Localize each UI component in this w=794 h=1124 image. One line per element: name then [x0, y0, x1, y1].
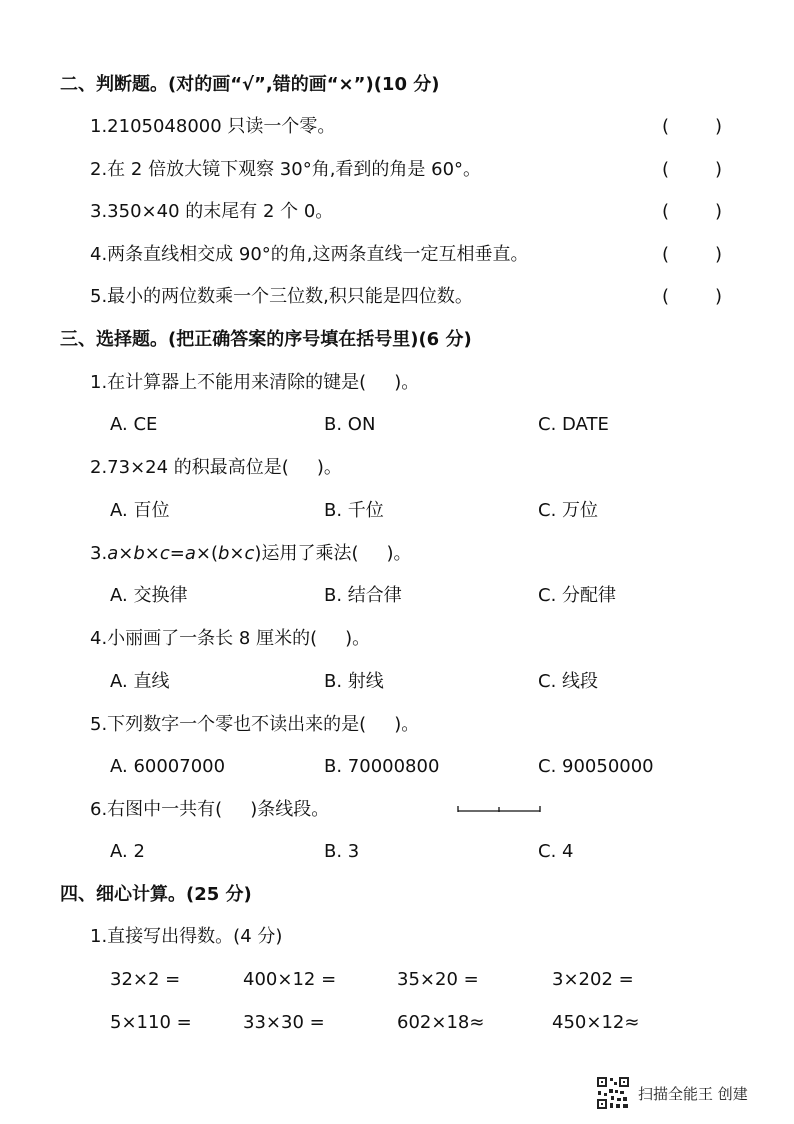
choice-5-option-a[interactable]: A. 60007000 [110, 756, 226, 777]
choice-question-6: 6.右图中一共有( )条线段。 [90, 799, 330, 820]
qr-code-icon [596, 1076, 630, 1110]
answer-paren-1[interactable]: ( ) [662, 116, 722, 137]
choice-2-option-a[interactable]: A. 百位 [110, 500, 170, 521]
choice-question-3: 3.a×b×c=a×(b×c)运用了乘法( )。 [90, 543, 412, 564]
section-choice-title: 三、选择题。(把正确答案的序号填在括号里)(6 分) [60, 329, 472, 350]
choice-question-5: 5.下列数字一个零也不读出来的是( )。 [90, 714, 420, 735]
choice-4-option-c[interactable]: C. 线段 [538, 671, 599, 692]
choice-3-option-a[interactable]: A. 交换律 [110, 585, 188, 606]
calc-item: 32×2 = [110, 969, 181, 990]
calc-item: 400×12 = [243, 969, 337, 990]
judge-item-1: 1.2105048000 只读一个零。 [90, 116, 336, 137]
calc-item: 450×12≈ [552, 1012, 640, 1033]
choice-2-option-b[interactable]: B. 千位 [324, 500, 384, 521]
choice-question-2: 2.73×24 的积最高位是( )。 [90, 457, 342, 478]
choice-question-4: 4.小丽画了一条长 8 厘米的( )。 [90, 628, 371, 649]
choice-1-option-b[interactable]: B. ON [324, 414, 376, 435]
judge-item-2: 2.在 2 倍放大镜下观察 30°角,看到的角是 60°。 [90, 159, 482, 180]
choice-6-option-b[interactable]: B. 3 [324, 841, 360, 862]
choice-4-option-b[interactable]: B. 射线 [324, 671, 384, 692]
answer-paren-3[interactable]: ( ) [662, 201, 722, 222]
choice-5-option-b[interactable]: B. 70000800 [324, 756, 440, 777]
choice-5-option-c[interactable]: C. 90050000 [538, 756, 654, 777]
choice-3-option-c[interactable]: C. 分配律 [538, 585, 617, 606]
section-calc-title: 四、细心计算。(25 分) [60, 884, 252, 905]
choice-3-option-b[interactable]: B. 结合律 [324, 585, 402, 606]
answer-paren-4[interactable]: ( ) [662, 244, 722, 265]
calc-item: 35×20 = [397, 969, 479, 990]
line-segment-figure [457, 805, 541, 813]
scanner-watermark [596, 1076, 748, 1110]
choice-question-1: 1.在计算器上不能用来清除的键是( )。 [90, 372, 420, 393]
answer-paren-5[interactable]: ( ) [662, 286, 722, 307]
watermark-text: 扫描全能王 创建 [638, 1084, 748, 1103]
section-judge-title: 二、判断题。(对的画“√”,错的画“×”)(10 分) [60, 74, 440, 95]
calc-item: 3×202 = [552, 969, 634, 990]
calc-item: 602×18≈ [397, 1012, 485, 1033]
judge-item-3: 3.350×40 的末尾有 2 个 0。 [90, 201, 334, 222]
judge-item-4: 4.两条直线相交成 90°的角,这两条直线一定互相垂直。 [90, 244, 529, 265]
choice-2-option-c[interactable]: C. 万位 [538, 500, 599, 521]
calc-subtitle: 1.直接写出得数。(4 分) [90, 926, 283, 947]
judge-item-5: 5.最小的两位数乘一个三位数,积只能是四位数。 [90, 286, 473, 307]
choice-6-option-c[interactable]: C. 4 [538, 841, 574, 862]
calc-item: 5×110 = [110, 1012, 192, 1033]
calc-item: 33×30 = [243, 1012, 325, 1033]
choice-1-option-c[interactable]: C. DATE [538, 414, 609, 435]
choice-4-option-a[interactable]: A. 直线 [110, 671, 170, 692]
choice-1-option-a[interactable]: A. CE [110, 414, 158, 435]
choice-6-option-a[interactable]: A. 2 [110, 841, 145, 862]
answer-paren-2[interactable]: ( ) [662, 159, 722, 180]
